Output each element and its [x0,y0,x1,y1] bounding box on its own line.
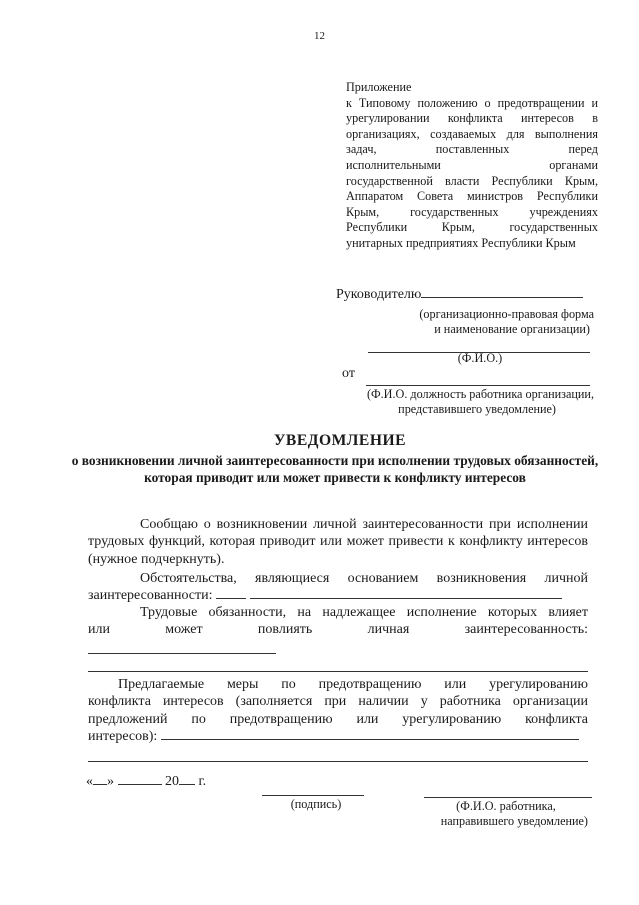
measures-field-1[interactable] [161,739,579,740]
signature-caption: (подпись) [290,797,342,811]
paragraph-measures [88,676,588,746]
duties-field-1[interactable] [88,652,276,654]
date-row [86,774,206,790]
duties-line-2: или может повлиять личная заинтересованность: [88,622,588,638]
day-field[interactable] [93,784,107,785]
org-caption-1: (организационно-правовая форма [419,307,594,321]
duties-line-1: Трудовые обязанности, на надлежащее исполнение которых влияет [140,605,588,620]
circumstances-label: заинтересованности: [88,588,213,604]
from-caption-2: представившего уведомление) [398,402,556,416]
annex-line: задач, поставленных перед [346,142,598,157]
org-caption-2: и наименование организации) [434,322,590,336]
month-field[interactable] [118,784,162,785]
employee-fio-field[interactable] [424,796,592,798]
page-number: 12 [314,30,325,42]
annex-block [346,80,598,252]
addressee-to-row [336,287,596,303]
paragraph-duties [88,604,588,639]
paragraph-report: Сообщаю о возникновении личной заинтересованности при исполнении трудовых функций, которая приводит или может привести к конфликту интересов (нужное подчеркнуть). [88,517,588,567]
measures-label: интересов): [88,729,158,745]
document-title: УВЕДОМЛЕНИЕ [273,432,406,449]
annex-line: Приложение [346,80,412,94]
circumstances-line-1: Обстоятельства, являющиеся основанием возникновения личной [140,571,588,586]
annex-line: исполнительными органами [346,157,598,172]
from-caption-1: (Ф.И.О. должность работника организации, [366,387,594,401]
year-suffix: г. [198,774,207,789]
annex-line: унитарных предприятиях Республики Крым [346,235,576,250]
notice-body [88,516,588,568]
org-name-field[interactable] [421,297,583,298]
annex-line: Крым, государственных учреждениях [346,204,598,219]
document-subtitle: о возникновении личной заинтересованности при исполнении трудовых обязанностей, которая приводит или может привести к конфликту интересов [71,453,599,485]
date-quote-open: « [86,774,93,789]
measures-field-2[interactable] [88,760,588,762]
from-field[interactable] [366,384,590,386]
to-label: Руководителю [336,287,422,302]
employee-fio-caption-1: (Ф.И.О. работника, [456,799,556,813]
circumstances-field-b[interactable] [250,598,562,599]
annex-line: к Типовому положению о предотвращении и [346,95,598,110]
signature-field[interactable] [262,794,364,796]
employee-fio-caption-2: направившего уведомление) [440,814,588,828]
paragraph-circumstances [88,570,588,605]
measures-line-3: предложений по предотвращению или урегулированию конфликта [88,711,588,727]
fio-caption: (Ф.И.О.) [457,351,503,365]
year-field[interactable] [179,784,195,785]
annex-line: государственной власти Республики Крым, [346,173,598,188]
annex-line: организациях, создаваемых для выполнения [346,126,598,141]
duties-field-2[interactable] [88,670,588,672]
annex-line: Республики Крым, государственных [346,220,598,235]
year-prefix: 20 [165,774,179,789]
annex-line: урегулировании конфликта интересов в [346,111,598,126]
date-quote-close: » [107,774,114,789]
measures-line-2: конфликта интересов (заполняется при наличии у работника организации [88,694,588,710]
measures-line-1: Предлагаемые меры по предотвращению или урегулированию [118,677,588,692]
from-label: от [342,366,355,381]
circumstances-field-a[interactable] [216,598,246,599]
annex-line: Аппаратом Совета министров Республики [346,189,598,204]
